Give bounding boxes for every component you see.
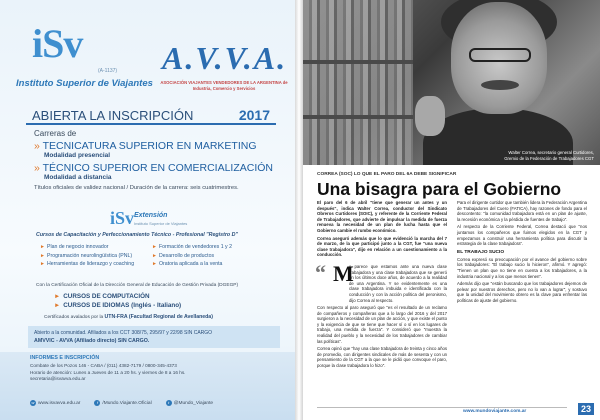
arrow-icon: ► <box>54 302 61 309</box>
globe-icon: w <box>31 400 35 405</box>
discount-line: Abierto a la comunidad. Afiliados a los CCT 308/75, 295/97 y 22/98 SIN CARGO <box>34 330 213 336</box>
list-item: ► Plan de negocio innovador <box>40 244 109 251</box>
list-item: ► Desarrollo de productos <box>152 252 215 259</box>
info-email[interactable]: secretaria@isvavva.edu.ar <box>30 376 86 382</box>
list-item: ► Herramientas de liderazgo y coaching <box>40 261 135 268</box>
course-list-left <box>40 243 134 269</box>
avva-subtitle: ASOCIACIÓN VIAJANTES VENDEDORES DE LA ARGENTINA de Industria, Comercio y Servicios <box>160 80 288 91</box>
advert-page <box>0 0 295 420</box>
discount-box <box>28 326 280 348</box>
isv-logo-mark: iSv <box>32 21 83 66</box>
cursos-extra <box>54 293 181 311</box>
utn-certification: Certificados avalados por la UTN-FRA (Facultad Regional de Avellaneda) <box>44 314 213 320</box>
isv-logo <box>12 20 153 100</box>
dropcap-paragraph: “ M e parece que estamos ante una nueva clase trabajadora y una clase trabajadora que se generó en los últimos doce años, de acuerdo a la realidad de una Argentina. Y se evidentemente es una clase trabajadora imbuida e identificada con la conducción y con la acción política del peronismo, dijo Correa al respecto. <box>315 259 447 303</box>
course-list-right <box>152 243 232 269</box>
career-title: » TÉCNICO SUPERIOR EN COMERCIALIZACIÓN <box>34 162 274 174</box>
inscripcion-banner <box>26 107 276 125</box>
article-column-left <box>317 200 447 371</box>
social-links <box>30 400 213 406</box>
list-item: ► Formación de vendedores 1 y 2 <box>152 244 232 251</box>
cursos-title: Cursos de Capacitación y Perfeccionamiento Técnico - Profesional "Registro D" <box>36 232 238 238</box>
certification-text: Con la Certificación Oficial de la Dirección General de Educación de Gestión Privada (DGEGP) <box>36 283 239 288</box>
article-paragraph: Al respecto de la Corriente Federal, Correa destacó que "nos juntamos los compañeros que fuimos elegidos en la CGT y empezamos a construir una herramienta política para discutir la estrategia de la clase trabajadora". <box>457 224 587 247</box>
career-item <box>34 140 284 159</box>
article-subhead: EL TRABAJO SUCIO <box>457 249 505 255</box>
arrow-icon: ► <box>40 244 45 251</box>
discount-line: AMVVIC - AVVA (Afiliado directo) SIN CARGO. <box>34 338 150 344</box>
article-paragraph: Con respecto al paro aseguró que "es el resultado de un reclamo de compañeros y compañeras que a lo largo del 2016 y del 2017 surgieron a la necesidad de un plan de acción, y que existe el punto y la exigencia de que se tiene que hacer sí o sí en los lugares de trabajo, una medida de fuerza". Y consideró que "muestra la realidad del pueblo y la necesidad de los trabajadores de cambiar las políticas". <box>317 305 447 344</box>
career-title: » TECNICATURA SUPERIOR EN MARKETING <box>34 140 257 152</box>
facebook-link[interactable]: f /Mundo.Viajante.Oficial <box>94 400 151 406</box>
photo-caption: Walter Correa, secretario general Curtidores, Gremio de la Federación de Trabajadores CGT <box>504 150 594 161</box>
article-paragraph: Correa opinó que "hay una clase trabajadora de treinta y cinco años de promedio, con dirigentes sindicales de más de sesenta y con un pensamiento de la CGT a la que se le pidió que convoque el paro, porque la clase trabajadora lo hizo". <box>317 346 447 369</box>
arrow-icon: ► <box>54 293 61 300</box>
info-hours: Horario de atención: Lunes a Jueves de 11 a 20 hs. y viernes de 8 a 16 hs. <box>30 369 186 375</box>
article-paragraph: Además dijo que "están buscando que los trabajadores dejemos de pelear por nuestros derechos, pero no lo van a lograr", y sostuvo que la unidad del movimiento obrero es la clave para enfrentar las políticas de ajuste del gobierno. <box>457 281 587 303</box>
article-column-right <box>457 200 587 306</box>
footer-divider <box>317 407 567 408</box>
article-paragraph: Correa expresó su preocupación por el avance del gobierno sobre los trabajadores: "El trabajo sucio lo hicieron", afirmó. Y agregó: "Tienen un plan que no tiene en cuenta a los trabajadores, a la industria nacional y a los que menos tienen". <box>457 256 587 279</box>
article-kicker: CORREA (SOC) LO QUE EL PARO DEL 6A DEBE SIGNIFICAR <box>317 172 457 177</box>
dropcap: M <box>333 260 354 286</box>
bookshelf <box>303 0 413 165</box>
arrow-icon: ► <box>40 261 45 268</box>
page-number: 23 <box>578 403 594 415</box>
arrow-icon: ► <box>40 252 45 259</box>
extension-title: Extensión <box>134 212 168 219</box>
article-page <box>303 0 600 420</box>
article-photo <box>303 0 600 165</box>
extension-logo-mark: iSv <box>110 208 135 228</box>
info-block <box>0 352 295 420</box>
page-gutter <box>295 0 303 420</box>
inscripcion-year: 2017 <box>238 107 270 123</box>
list-item: ► Programación neurolingüística (PNL) <box>40 252 133 259</box>
list-item: ► Oratoria aplicada a la venta <box>152 261 223 268</box>
twitter-icon: t <box>166 400 172 406</box>
info-address: Combate de los Pozos 146 - CABA / (011) 4382-7179 / 0800-345-4373 <box>30 363 177 368</box>
avva-logo <box>160 40 290 110</box>
isv-name: Instituto Superior de Viajantes <box>16 78 153 89</box>
info-title: INFORMES E INSCRIPCIÓN <box>30 355 100 361</box>
list-item: ► CURSOS DE COMPUTACIÓN <box>54 293 150 300</box>
website-link[interactable]: w www.isvavva.edu.ar <box>31 400 81 406</box>
arrow-icon: ► <box>152 252 157 259</box>
avva-logo-mark: A.V.V.A. <box>162 40 288 76</box>
facebook-icon: f <box>94 400 100 406</box>
article-lead-2: Correa aseguró además que lo que evidenció la marcha del 7 de marzo, de la que participó junto a la CGT, fue "una nueva clase trabajadora", dijo en relación a un cuestionamiento a la conducción. <box>317 235 447 258</box>
inscripcion-label: ABIERTA LA INSCRIPCIÓN <box>32 108 194 123</box>
list-item: ► CURSOS DE IDIOMAS (Inglés - Italiano) <box>54 302 182 309</box>
quote-icon: “ <box>315 259 326 285</box>
article-lead: El paro del 6 de abril "tiene que generar un antes y un después", indica Walter Correa, conductor del Sindicato Obreros Curtidores (SOIC), y referente de la Corriente Federal de Trabajadores, que advierte de impulsar la medida de fuerza renueva la necesidad de un plan de lucha hasta que el Gobierno cambie el rumbo económico. <box>317 200 447 233</box>
career-mode: Modalidad a distancia <box>44 174 112 181</box>
career-item <box>34 162 284 181</box>
article-headline: Una bisagra para el Gobierno <box>317 179 562 199</box>
extension-subtitle: Instituto Superior de Viajantes <box>134 221 188 226</box>
arrow-icon: ► <box>152 261 157 268</box>
isv-legal-code: (A-1137) <box>98 68 118 74</box>
article-paragraph: Para el dirigente curtidor que también lidera la Federación Argentina de Trabajadores del Cuero (FATICA), hay razones de fondo para el descontento: "la comunidad trabajadora está en un plan de ajuste, la recesión económica y la pérdida de fuentes de trabajo". <box>457 200 587 222</box>
career-mode: Modalidad presencial <box>44 152 111 159</box>
twitter-link[interactable]: t @Mundo_Viajante <box>166 400 213 406</box>
titulos-text: Títulos oficiales de validez nacional / Duración de la carrera: seis cuatrimestres. <box>34 185 239 191</box>
footer-url[interactable]: www.mundoviajante.com.ar <box>463 409 527 414</box>
arrow-icon: ► <box>152 244 157 251</box>
carreras-label: Carreras de <box>34 129 77 138</box>
